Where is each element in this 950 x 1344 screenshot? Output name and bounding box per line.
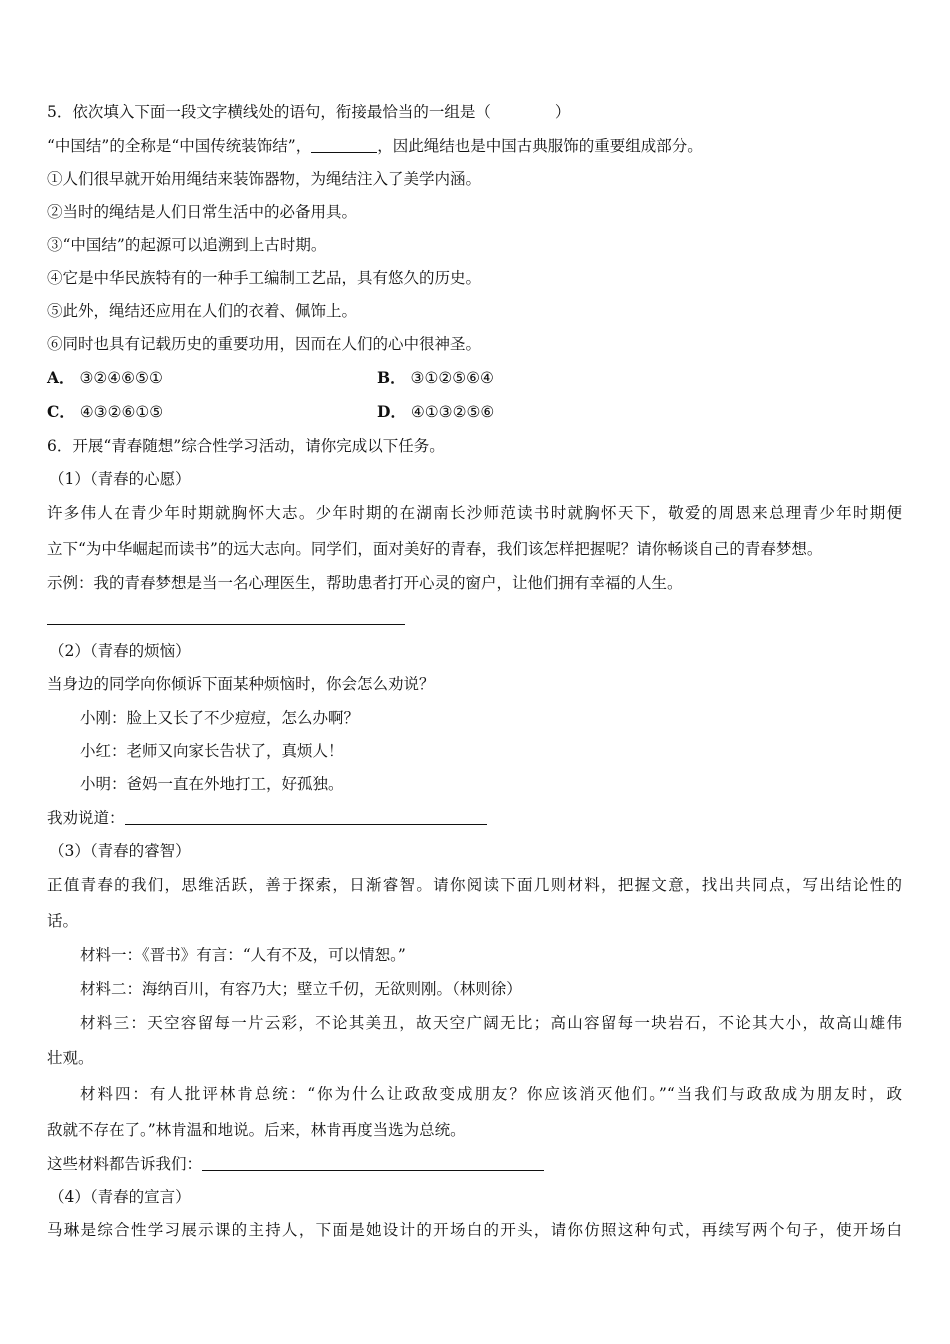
- q6-part1-answer-line[interactable]: [47, 624, 405, 625]
- q6-part2-quote-1: 小刚：脸上又长了不少痘痘，怎么办啊？: [80, 709, 360, 727]
- q6-part1-line2: 立下“为中华崛起而读书”的远大志向。同学们，面对美好的青春，我们该怎样把握呢？请你畅谈自己的青春梦想。: [47, 540, 823, 558]
- q6-material-2: 材料二：海纳百川，有容乃大；壁立千仞，无欲则刚。（林则徐）: [80, 980, 522, 998]
- q6-part1-title: （1）（青春的心愿）: [49, 470, 191, 488]
- q6-material-3-line2: 壮观。: [47, 1049, 94, 1067]
- q6-part2-answer: 我劝说道：: [47, 808, 487, 828]
- q5-option-a[interactable]: A． ③②④⑥⑤①: [47, 368, 163, 387]
- q6-part1-line1: 许多伟人在青少年时期就胸怀大志。少年时期的在湖南长沙师范读书时就胸怀天下，敬爱的周恩来总理青少年时期便: [47, 504, 902, 522]
- q6-part3-line2: 话。: [47, 912, 79, 930]
- q5-option-c[interactable]: C． ④③②⑥①⑤: [47, 402, 164, 421]
- q6-part2-quote-3: 小明：爸妈一直在外地打工，好孤独。: [80, 775, 344, 793]
- q6-material-4-line2: 敌就不存在了。”林肯温和地说。后来，林肯再度当选为总统。: [47, 1121, 466, 1139]
- q6-part2-intro: 当身边的同学向你倾诉下面某种烦恼时，你会怎么劝说？: [47, 675, 435, 693]
- q6-material-1: 材料一：《晋书》有言：“人有不及，可以情恕。”: [80, 946, 406, 964]
- q5-option-d[interactable]: D． ④①③②⑤⑥: [377, 402, 495, 421]
- q5-sentence-5: ⑤此外，绳结还应用在人们的衣着、佩饰上。: [47, 302, 358, 320]
- q6-part4-title: （4）（青春的宣言）: [49, 1188, 191, 1206]
- q6-part2-answer-line[interactable]: [125, 824, 487, 825]
- q6-part3-title: （3）（青春的睿智）: [49, 842, 191, 860]
- q5-stem: 5．依次填入下面一段文字横线处的语句，衔接最恰当的一组是（ ）: [47, 103, 571, 121]
- q6-part4-line1: 马琳是综合性学习展示课的主持人，下面是她设计的开场白的开头，请你仿照这种句式，再续写两个句子，使开场白: [47, 1221, 902, 1239]
- q5-sentence-1: ①人们很早就开始用绳结来装饰器物，为绳结注入了美学内涵。: [47, 170, 482, 188]
- q6-part2-title: （2）（青春的烦恼）: [49, 642, 191, 660]
- q6-part3-answer-line[interactable]: [202, 1170, 544, 1171]
- q5-passage: “中国结”的全称是“中国传统装饰结”， ，因此绳结也是中国古典服饰的重要组成部分。: [47, 137, 703, 155]
- q6-part1-example: 示例：我的青春梦想是当一名心理医生，帮助患者打开心灵的窗户，让他们拥有幸福的人生。: [47, 574, 683, 592]
- q6-material-3-line1: 材料三：天空容留每一片云彩，不论其美丑，故天空广阔无比；高山容留每一块岩石，不论其大小，故高山雄伟: [80, 1014, 902, 1032]
- q6-part3-answer: 这些材料都告诉我们：: [47, 1154, 544, 1174]
- q5-sentence-2: ②当时的绳结是人们日常生活中的必备用具。: [47, 203, 358, 221]
- q6-material-4-line1: 材料四：有人批评林肯总统：“你为什么让政敌变成朋友？你应该消灭他们。”“当我们与政敌成为朋友时，政: [80, 1085, 902, 1103]
- q6-part2-quote-2: 小红：老师又向家长告状了，真烦人！: [80, 742, 344, 760]
- q5-option-b[interactable]: B． ③①②⑤⑥④: [377, 368, 494, 387]
- q6-stem: 6．开展“青春随想”综合性学习活动，请你完成以下任务。: [47, 437, 445, 455]
- q5-sentence-3: ③“中国结”的起源可以追溯到上古时期。: [47, 236, 327, 254]
- q6-part3-line1: 正值青春的我们，思维活跃，善于探索，日渐睿智。请你阅读下面几则材料，把握文意，找出共同点，写出结论性的: [47, 876, 902, 894]
- q5-sentence-4: ④它是中华民族特有的一种手工编制工艺品，具有悠久的历史。: [47, 269, 482, 287]
- q5-number: 5．: [47, 103, 73, 121]
- q6-number: 6．: [47, 437, 73, 455]
- q5-fill-blank[interactable]: [311, 152, 377, 153]
- q5-sentence-6: ⑥同时也具有记载历史的重要功用，因而在人们的心中很神圣。: [47, 335, 482, 353]
